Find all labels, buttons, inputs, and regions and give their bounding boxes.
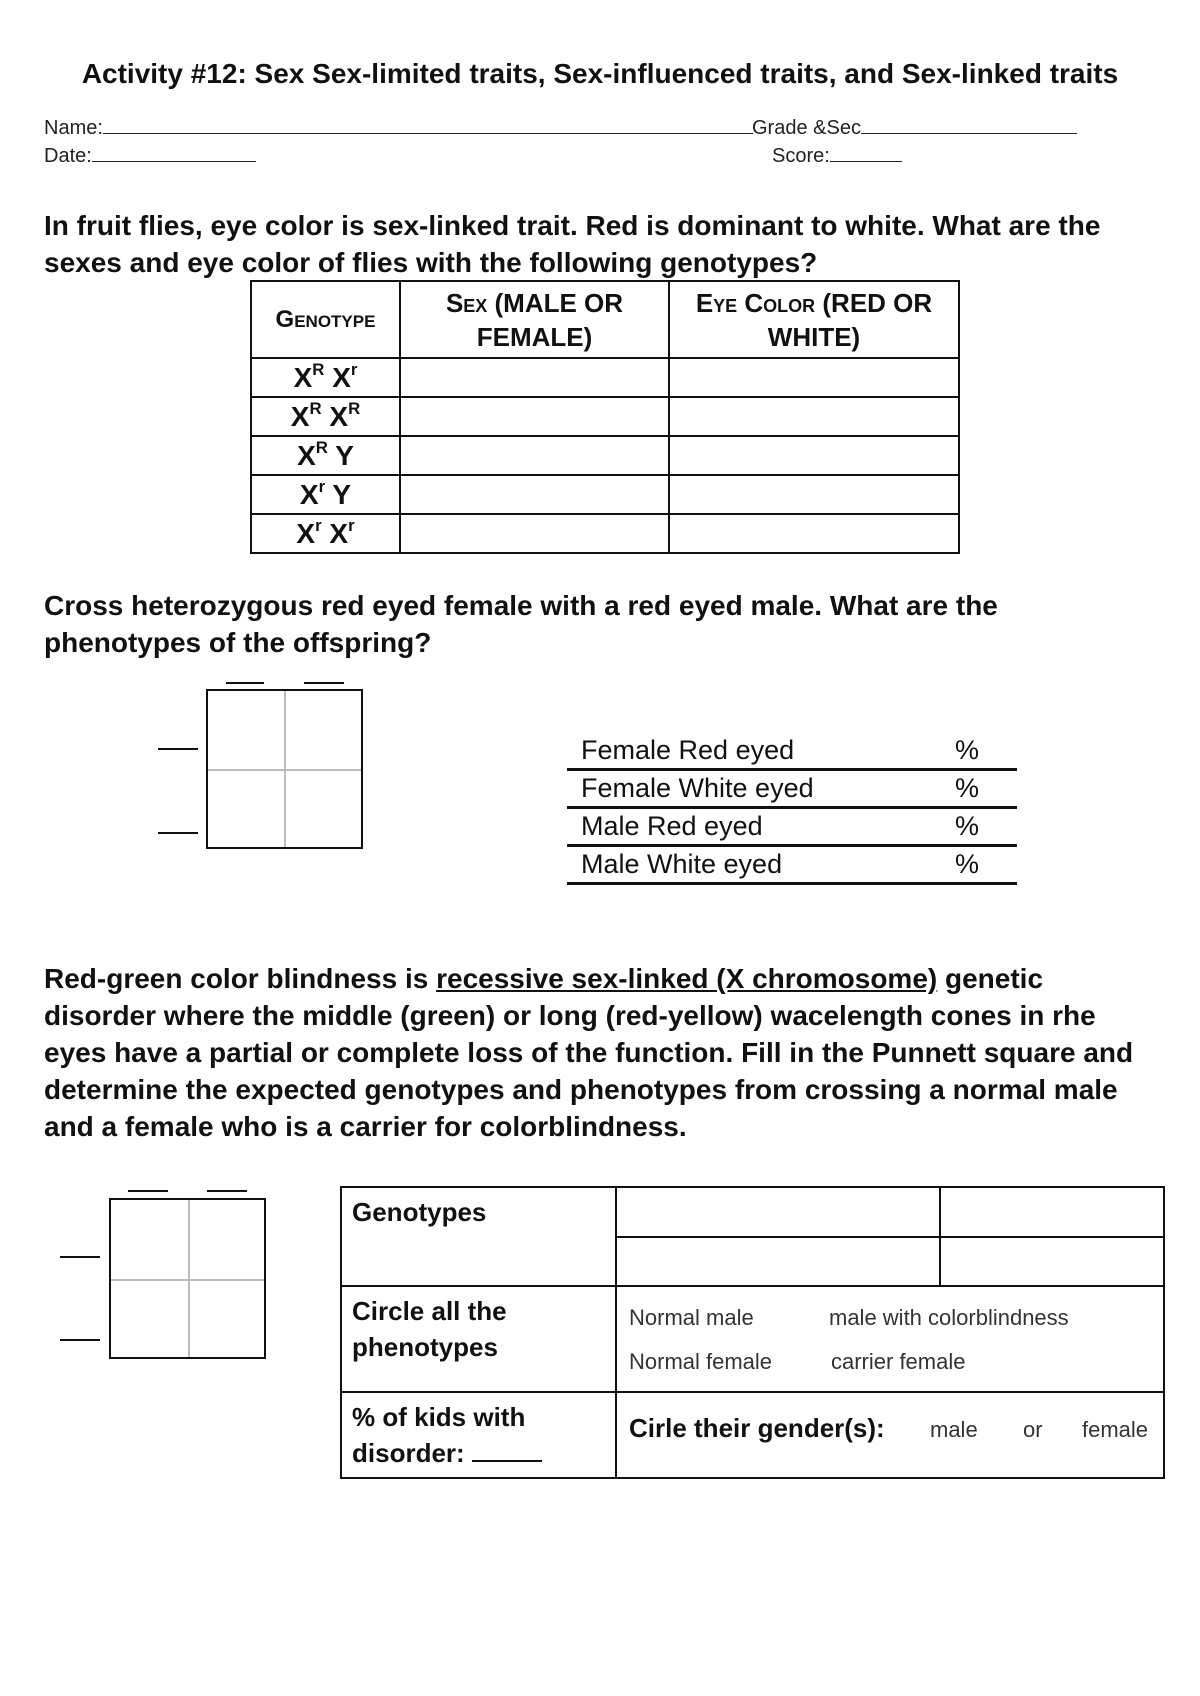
- section2-question: [44, 587, 1164, 661]
- result-row: Female Red eyed %: [581, 735, 980, 765]
- sex-answer-cell[interactable]: [400, 436, 669, 475]
- sex-answer-cell[interactable]: [400, 358, 669, 397]
- section3-line2: disorder where the middle (green) or long (red-yellow) wacelength cones in rhe: [44, 1000, 1096, 1031]
- eye-answer-cell[interactable]: [669, 475, 959, 514]
- parent-allele-blank[interactable]: [207, 1190, 247, 1192]
- result-row: Female White eyed %: [581, 773, 980, 803]
- genotype-answer-cell[interactable]: [616, 1237, 940, 1287]
- grade-blank[interactable]: [861, 115, 1077, 134]
- score-field[interactable]: [772, 143, 902, 168]
- parent-allele-blank[interactable]: [60, 1256, 100, 1258]
- date-blank[interactable]: [92, 143, 256, 162]
- genotype-cell: $X^R$ $X^r$: [251, 358, 400, 397]
- gender-or: or: [1023, 1417, 1043, 1442]
- date-field[interactable]: [44, 143, 256, 168]
- section2-line1: Cross heterozygous red eyed female with a red eyed male. What are the: [44, 590, 998, 621]
- parent-allele-blank[interactable]: [60, 1339, 100, 1341]
- page-title: Activity #12: Sex Sex-limited traits, Sex-influenced traits, and Sex-linked traits: [81, 58, 1119, 89]
- section2-line2: phenotypes of the offspring?: [44, 627, 432, 658]
- section3-line4: determine the expected genotypes and phenotypes from crossing a normal male: [44, 1074, 1118, 1105]
- gender-option-male[interactable]: male: [930, 1417, 978, 1442]
- genotype-cell: $X^R$ Y: [251, 436, 400, 475]
- genotype-cell: $X^r$ $X^r$: [251, 514, 400, 553]
- phenotype-options: [616, 1286, 1164, 1392]
- eye-answer-cell[interactable]: [669, 358, 959, 397]
- divider: [567, 882, 1017, 885]
- section3-line3: eyes have a partial or complete loss of the function. Fill in the Punnett square and: [44, 1037, 1134, 1068]
- section1-line2: sexes and eye color of flies with the following genotypes?: [44, 247, 818, 278]
- grade-field[interactable]: [752, 115, 1077, 140]
- eye-answer-cell[interactable]: [669, 397, 959, 436]
- col-genotype-header: Genotype: [251, 281, 400, 358]
- parent-allele-blank[interactable]: [304, 682, 344, 684]
- genotype-answer-cell[interactable]: [940, 1237, 1164, 1287]
- sex-answer-cell[interactable]: [400, 475, 669, 514]
- kids-disorder-header: % of kids with disorder:: [341, 1392, 616, 1478]
- col-sex-header: Sex (MALE OR FEMALE): [400, 281, 669, 358]
- percent-field[interactable]: %: [955, 773, 980, 803]
- genotype-table: [250, 280, 960, 554]
- punnett-square[interactable]: [109, 1198, 266, 1359]
- underlined-text: recessive sex-linked (X chromosome): [436, 963, 938, 994]
- gender-label: Cirle their gender(s):: [629, 1413, 885, 1443]
- section1-line1: In fruit flies, eye color is sex-linked trait. Red is dominant to white. What are the: [44, 210, 1101, 241]
- parent-allele-blank[interactable]: [128, 1190, 168, 1192]
- sex-answer-cell[interactable]: [400, 397, 669, 436]
- section3-line5: and a female who is a carrier for colorblindness.: [44, 1111, 687, 1142]
- percent-field[interactable]: %: [955, 735, 980, 765]
- score-label: Score:: [772, 145, 830, 167]
- phenotypes-header: Circle all the phenotypes: [341, 1286, 616, 1392]
- genotype-cell: $X^r$ Y: [251, 475, 400, 514]
- score-blank[interactable]: [830, 143, 902, 162]
- name-field[interactable]: [44, 115, 753, 140]
- genotypes-header: Genotypes: [341, 1187, 616, 1286]
- name-label: Name:: [44, 117, 103, 139]
- phenotype-option[interactable]: male with colorblindness: [829, 1305, 1069, 1330]
- punnett-divider: [111, 1279, 264, 1281]
- col-eye-header: Eye Color (RED OR WHITE): [669, 281, 959, 358]
- phenotype-option[interactable]: Normal male: [629, 1305, 754, 1330]
- phenotype-option[interactable]: Normal female: [629, 1349, 773, 1374]
- parent-allele-blank[interactable]: [158, 748, 198, 750]
- gender-options: [616, 1392, 1164, 1478]
- result-row: Male White eyed %: [581, 849, 980, 879]
- genotype-answer-cell[interactable]: [616, 1187, 940, 1237]
- name-blank[interactable]: [103, 115, 753, 134]
- punnett-divider: [208, 769, 361, 771]
- section3-line1: Red-green color blindness is recessive sex-linked (X chromosome) genetic: [44, 963, 1044, 994]
- phenotype-option[interactable]: carrier female: [831, 1349, 966, 1374]
- percent-field[interactable]: %: [955, 849, 980, 879]
- section3-question: [44, 960, 1174, 1145]
- parent-allele-blank[interactable]: [158, 832, 198, 834]
- genotype-answer-cell[interactable]: [940, 1187, 1164, 1237]
- percent-field[interactable]: %: [955, 811, 980, 841]
- sex-answer-cell[interactable]: [400, 514, 669, 553]
- section1-question: [44, 207, 1164, 281]
- kids-percent-blank[interactable]: [472, 1438, 542, 1462]
- colorblindness-table: [340, 1186, 1165, 1479]
- eye-answer-cell[interactable]: [669, 514, 959, 553]
- result-row: Male Red eyed %: [581, 811, 980, 841]
- date-label: Date:: [44, 145, 92, 167]
- genotype-cell: $X^R$ $X^R$: [251, 397, 400, 436]
- parent-allele-blank[interactable]: [226, 682, 264, 684]
- punnett-square[interactable]: [206, 689, 363, 849]
- eye-answer-cell[interactable]: [669, 436, 959, 475]
- gender-option-female[interactable]: female: [1082, 1417, 1149, 1442]
- grade-label: Grade &Sec: [752, 117, 861, 139]
